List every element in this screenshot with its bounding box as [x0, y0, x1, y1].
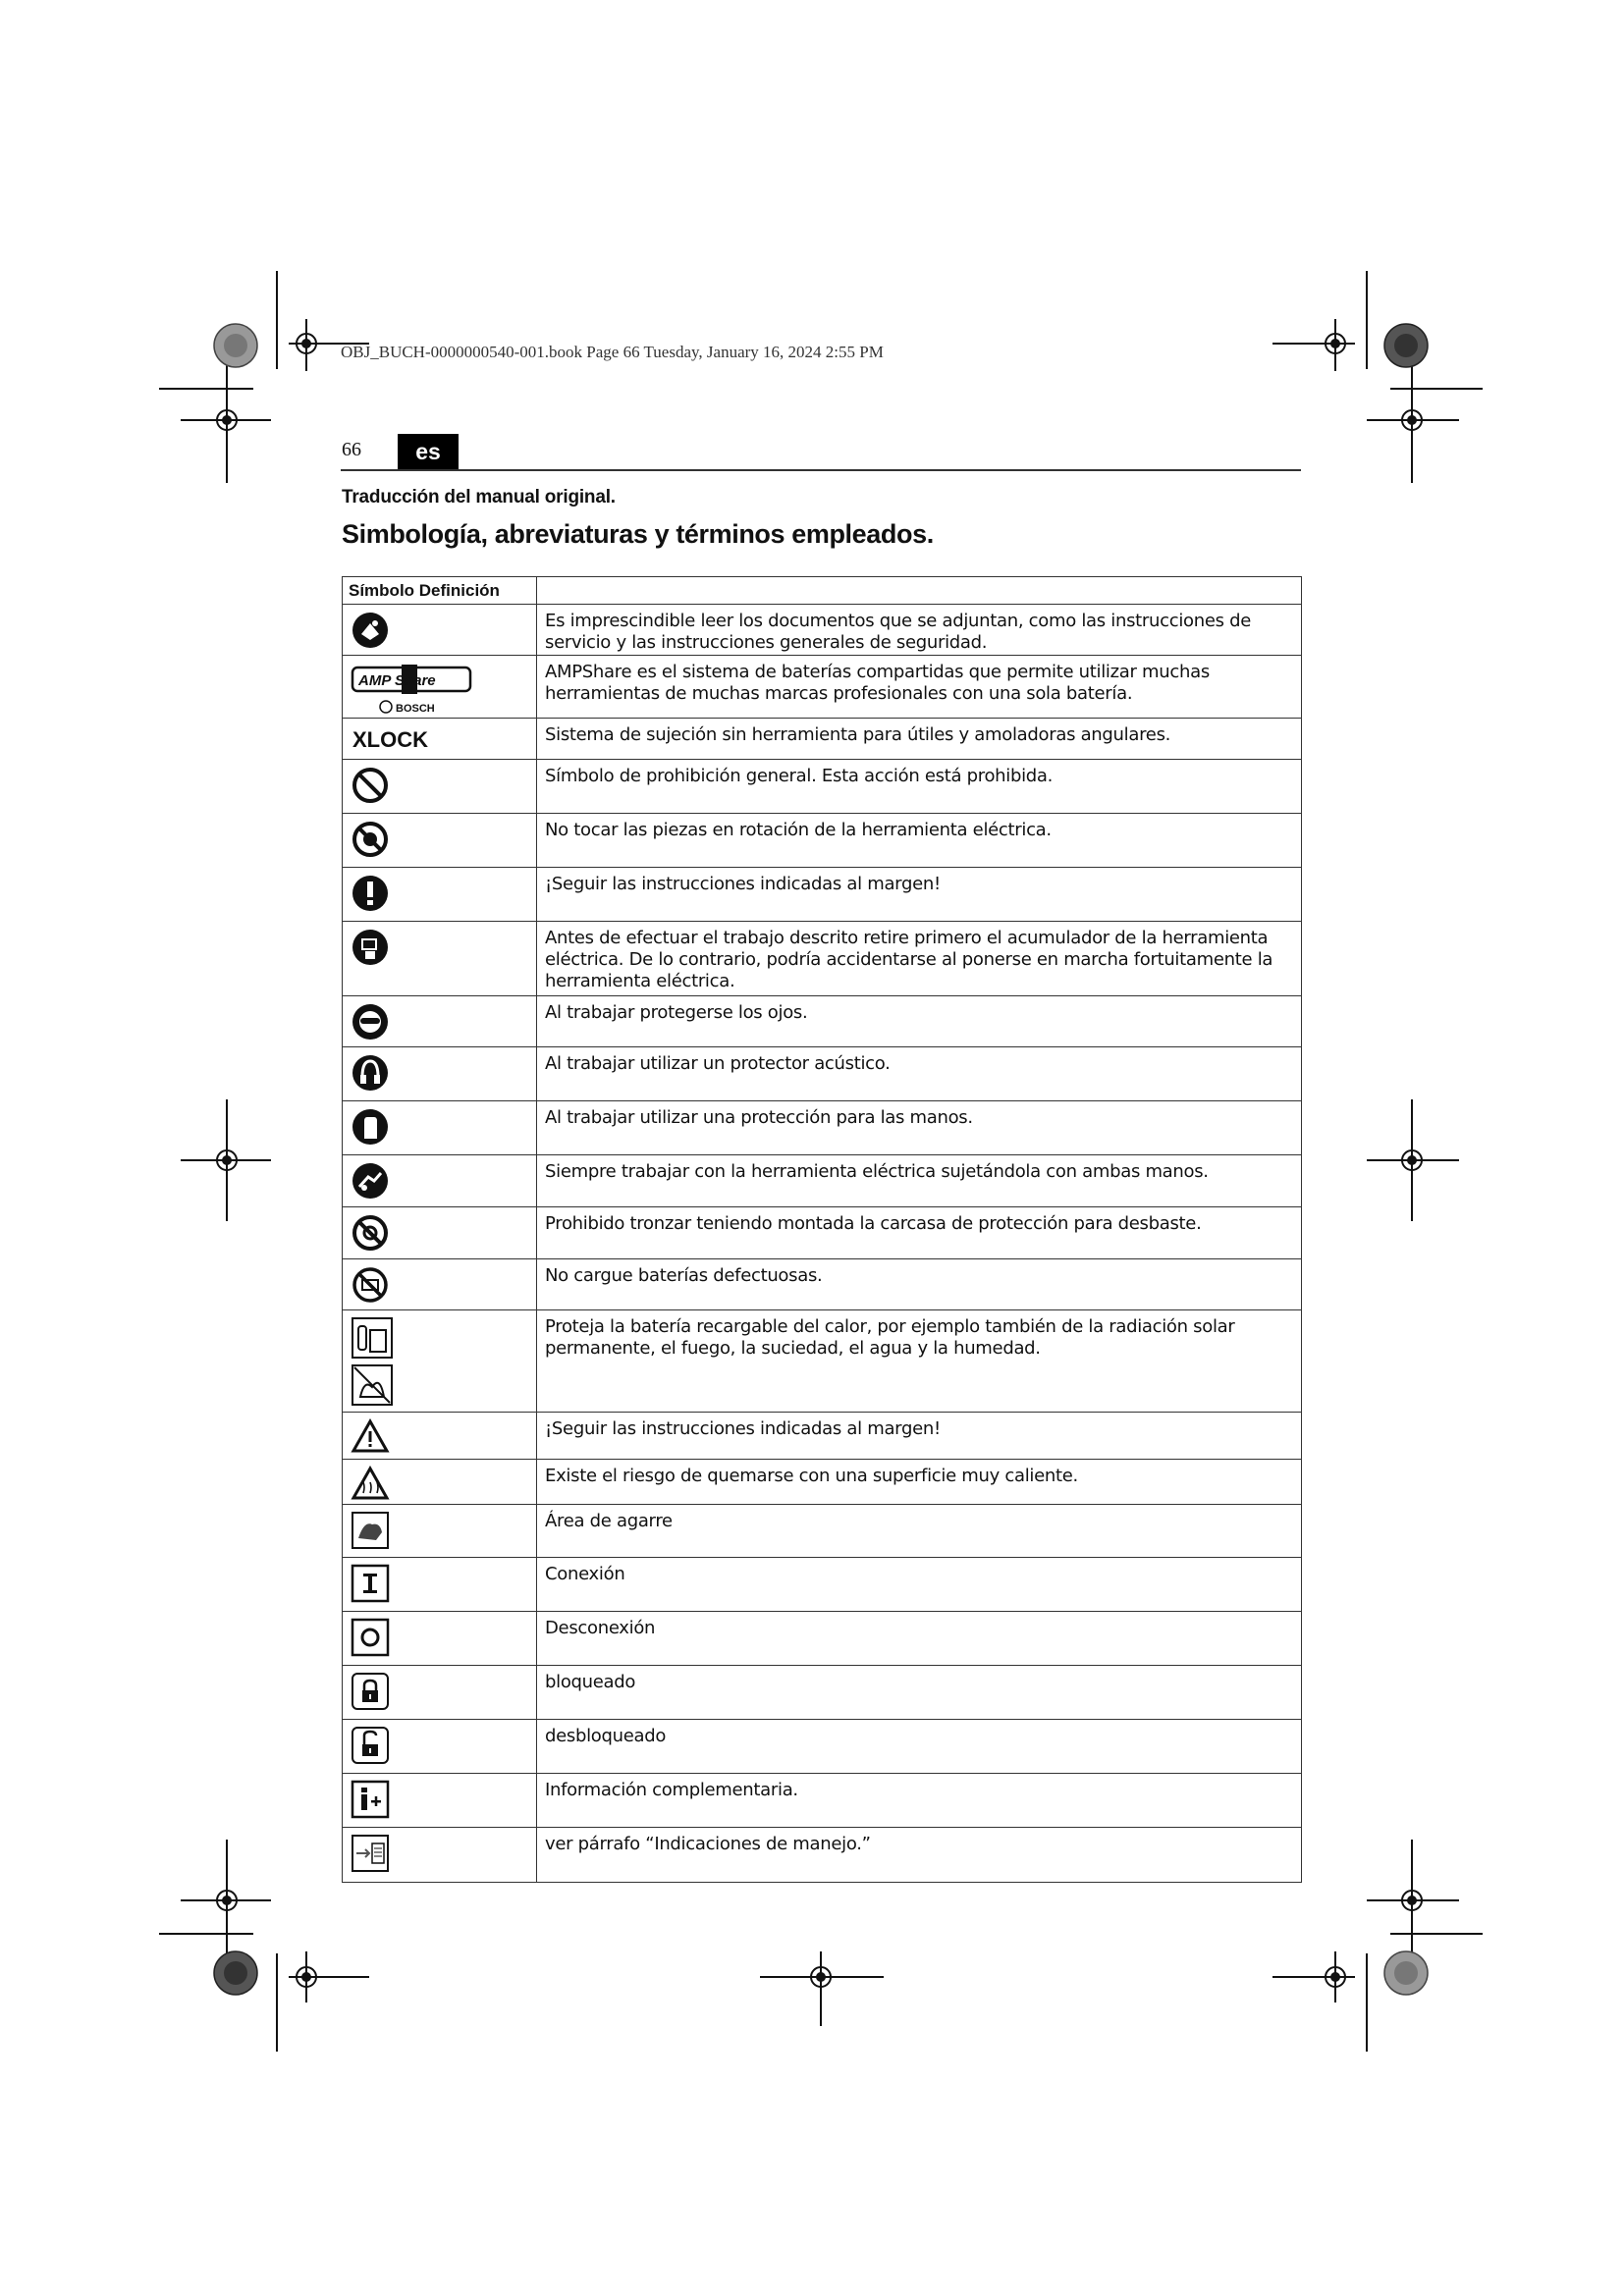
eye-protection-icon — [351, 1002, 390, 1041]
table-row — [343, 1460, 1302, 1505]
definition: ¡Seguir las instrucciones indicadas al margen! — [537, 868, 1302, 922]
power-on-icon — [351, 1564, 390, 1603]
grip-area-icon — [351, 1511, 390, 1550]
table-row — [343, 1558, 1302, 1612]
table-row — [343, 760, 1302, 814]
info-icon — [351, 1780, 390, 1819]
definition: Siempre trabajar con la herramienta eléctrica sujetándola con ambas manos. — [537, 1155, 1302, 1207]
table-row — [343, 868, 1302, 922]
table-row — [343, 1207, 1302, 1259]
no-defective-battery-icon — [351, 1265, 390, 1305]
definition: Información complementaria. — [537, 1774, 1302, 1828]
svg-text:BOSCH: BOSCH — [396, 703, 435, 715]
remove-battery-icon — [351, 928, 390, 967]
table-row — [343, 1310, 1302, 1413]
svg-text:AMP Share: AMP Share — [358, 672, 436, 689]
definition: Es imprescindible leer los documentos que se adjuntan, como las instrucciones de servicio y las instrucciones generales de seguridad. — [537, 605, 1302, 656]
table-row — [343, 656, 1302, 719]
table-row — [343, 996, 1302, 1047]
file-info-header: OBJ_BUCH-0000000540-001.book Page 66 Tuesday, January 16, 2024 2:55 PM — [341, 343, 884, 361]
table-header: Símbolo Definición — [343, 577, 537, 605]
definition: No tocar las piezas en rotación de la herramienta eléctrica. — [537, 814, 1302, 868]
table-row — [343, 1413, 1302, 1460]
definition: Al trabajar protegerse los ojos. — [537, 996, 1302, 1047]
page-number: 66 — [342, 439, 361, 460]
see-section-icon — [351, 1834, 390, 1873]
definition: Prohibido tronzar teniendo montada la carcasa de protección para desbaste. — [537, 1207, 1302, 1259]
table-row — [343, 1101, 1302, 1155]
table-header-row — [343, 577, 1302, 605]
table-row — [343, 814, 1302, 868]
ear-protection-icon — [351, 1053, 390, 1093]
exclamation-icon — [351, 874, 390, 913]
battery-heat-icon — [351, 1316, 396, 1407]
definition: Al trabajar utilizar un protector acústico. — [537, 1047, 1302, 1101]
header-rule — [341, 469, 1301, 471]
definition: Área de agarre — [537, 1505, 1302, 1558]
table-row — [343, 605, 1302, 656]
definition: No cargue baterías defectuosas. — [537, 1259, 1302, 1310]
hand-protection-icon — [351, 1107, 390, 1147]
definition: Proteja la batería recargable del calor, por ejemplo también de la radiación solar permanente, el fuego, la suciedad, el agua y la humedad. — [537, 1310, 1302, 1413]
table-row — [343, 1666, 1302, 1720]
no-cutting-guard-icon — [351, 1213, 390, 1253]
ampshare-logo-icon — [351, 662, 478, 717]
definition: Sistema de sujeción sin herramienta para útiles y amoladoras angulares. — [537, 719, 1302, 760]
locked-icon — [351, 1672, 390, 1711]
definition: desbloqueado — [537, 1720, 1302, 1774]
definition: AMPShare es el sistema de baterías compartidas que permite utilizar muchas herramientas de muchas marcas profesionales con una sola batería. — [537, 656, 1302, 719]
definition: Símbolo de prohibición general. Esta acción está prohibida. — [537, 760, 1302, 814]
svg-text:XLOCK: XLOCK — [352, 727, 428, 752]
unlocked-icon — [351, 1726, 390, 1765]
language-tab: es — [398, 434, 459, 469]
definition: Conexión — [537, 1558, 1302, 1612]
symbol-table — [342, 576, 1302, 1883]
definition: bloqueado — [537, 1666, 1302, 1720]
definition: Antes de efectuar el trabajo descrito retire primero el acumulador de la herramienta eléctrica. De lo contrario, podría accidentarse al ponerse en marcha fortuitamente la herramienta eléctrica. — [537, 922, 1302, 996]
no-touch-rotating-icon — [351, 820, 390, 859]
page-title: Simbología, abreviaturas y términos empleados. — [342, 519, 934, 549]
table-row — [343, 1047, 1302, 1101]
table-row — [343, 1505, 1302, 1558]
table-row — [343, 1774, 1302, 1828]
hot-surface-icon — [351, 1466, 390, 1501]
manual-subtitle: Traducción del manual original. — [342, 487, 616, 507]
table-row — [343, 1720, 1302, 1774]
table-row — [343, 1612, 1302, 1666]
table-row — [343, 1828, 1302, 1883]
table-row — [343, 1259, 1302, 1310]
table-row — [343, 1155, 1302, 1207]
definition: ver párrafo “Indicaciones de manejo.” — [537, 1828, 1302, 1883]
definition: Desconexión — [537, 1612, 1302, 1666]
table-row — [343, 922, 1302, 996]
prohibition-icon — [351, 766, 390, 805]
read-manual-icon — [351, 611, 390, 650]
definition: Existe el riesgo de quemarse con una superficie muy caliente. — [537, 1460, 1302, 1505]
definition: ¡Seguir las instrucciones indicadas al margen! — [537, 1413, 1302, 1460]
power-off-icon — [351, 1618, 390, 1657]
xlock-logo-icon — [351, 724, 449, 752]
two-hands-icon — [351, 1161, 390, 1201]
warning-triangle-icon — [351, 1418, 390, 1454]
definition: Al trabajar utilizar una protección para las manos. — [537, 1101, 1302, 1155]
table-row — [343, 719, 1302, 760]
